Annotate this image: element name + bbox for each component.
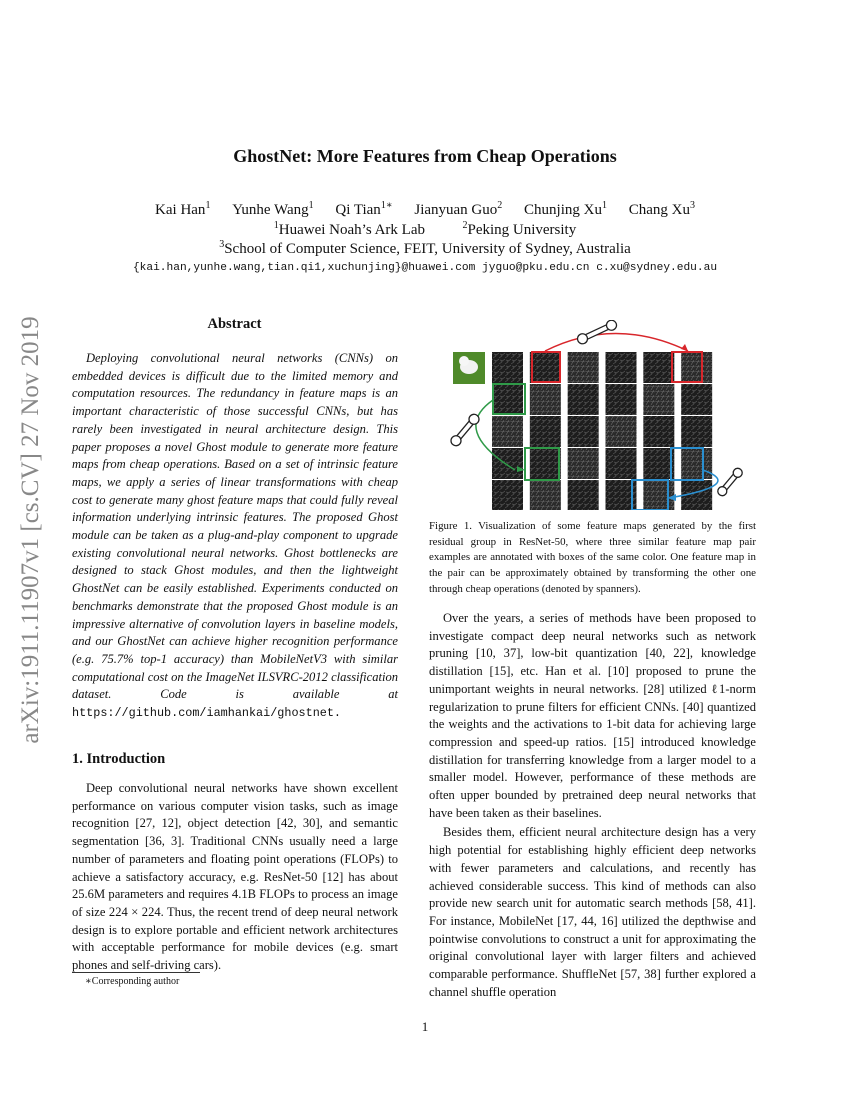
feature-map-cell bbox=[606, 416, 637, 447]
feature-map-cell bbox=[492, 352, 523, 383]
figure-1-caption: Figure 1. Visualization of some feature maps generated by the first residual group in ResNet-50, where three similar feature map pair examples are annotated with boxes of the same color. One feature map in the pair can be approximately obtained by transforming the other one through cheap operations (denoted by spanners). bbox=[429, 520, 756, 595]
author: Chunjing Xu$^1$ bbox=[524, 200, 607, 218]
feature-map-grid bbox=[445, 320, 745, 510]
intro-paragraph-3: Besides them, efficient neural architecture design has a very high potential for establishing highly efficient deep networks with fewer parameters and calculations, and recently has achieved considerable success. This kind of methods can also provide new search unit for automatic search methods [58, 41]. For instance, MobileNet [17, 44, 16] utilized the depthwise and pointwise convolutions to construct a unit for approximating the original convolutional layer with larger filters and achieved comparable performance. ShuffleNet [57, 38] further explored a channel shuffle operation bbox=[429, 825, 756, 999]
feature-map-cell bbox=[643, 480, 674, 510]
affiliation-line-1: $^1$Huawei Noah’s Ark Lab $^2$Peking University bbox=[273, 220, 577, 238]
code-url[interactable]: https://github.com/iamhankai/ghostnet. bbox=[72, 706, 342, 721]
feature-map-cell bbox=[492, 416, 523, 447]
affiliation-line-2: $^3$School of Computer Science, FEIT, University of Sydney, Australia bbox=[219, 239, 631, 257]
footnote: ∗Corresponding author bbox=[85, 976, 180, 987]
feature-map-cell bbox=[643, 416, 674, 447]
feature-map-cell bbox=[492, 448, 523, 479]
feature-map-cell bbox=[568, 448, 599, 479]
footnote-rule bbox=[72, 972, 200, 973]
author-list bbox=[0, 200, 850, 219]
feature-map-cell bbox=[530, 480, 561, 510]
paper-title: GhostNet: More Features from Cheap Operations bbox=[233, 146, 617, 166]
feature-map-cell bbox=[530, 384, 561, 415]
author: Chang Xu$^3$ bbox=[628, 200, 695, 218]
feature-map-cell bbox=[492, 384, 523, 415]
feature-map-cell bbox=[606, 384, 637, 415]
feature-map-cell bbox=[530, 448, 561, 479]
abstract-heading: Abstract bbox=[207, 316, 262, 332]
feature-map-cell bbox=[492, 480, 523, 510]
feature-map-cell bbox=[606, 448, 637, 479]
feature-map-cell bbox=[681, 416, 712, 447]
author: Jianyuan Guo$^2$ bbox=[414, 200, 503, 218]
feature-map-cell bbox=[568, 384, 599, 415]
feature-map-cell bbox=[568, 352, 599, 383]
feature-map-cell bbox=[681, 352, 712, 383]
feature-map-cell bbox=[643, 384, 674, 415]
feature-map-cell bbox=[568, 480, 599, 510]
feature-map-cell bbox=[568, 416, 599, 447]
intro-paragraph-2: Over the years, a series of methods have been proposed to investigate compact deep neural networks such as network pruning [10, 37], low-bit quantization [40, 22], knowledge distillation [15], etc. Han et al. [10] proposed to prune the unimportant weights in neural networks. [28] utilized ℓ1-norm regularization to prune filters for efficient CNNs. [40] quantized the weights and the activations to 1-bit data for achieving large compression and speed-up ratios. [15] introduced knowledge distillation for transferring knowledge from a larger model to a smaller model. However, performance of these methods are often upper bounded by pretrained deep neural networks that have been taken as their baselines. bbox=[429, 611, 756, 820]
feature-map-cell bbox=[530, 352, 561, 383]
spanner-icon bbox=[716, 466, 744, 497]
author-emails: {kai.han,yunhe.wang,tian.qi1,xuchunjing}@huawei.com jyguo@pku.edu.cn c.xu@sydney.edu.au bbox=[132, 262, 718, 274]
feature-map-cell bbox=[643, 352, 674, 383]
feature-map-cell bbox=[681, 448, 712, 479]
section-heading-introduction: 1. Introduction bbox=[72, 751, 166, 767]
intro-paragraph-1: Deep convolutional neural networks have shown excellent performance on various computer vision tasks, such as image recognition [27, 12], object detection [42, 30], and semantic segmentation [36, 3]. Traditional CNNs usually need a large number of parameters and floating point operations (FLOPs) to achieve a satisfactory accuracy, e.g. ResNet-50 [12] has about 25.6M parameters and requires 4.1B FLOPs to process an image of size 224 × 224. Thus, the recent trend of deep neural network design is to explore portable and efficient network architectures with acceptable performance for mobile devices (e.g. smart phones and self-driving cars). bbox=[72, 781, 398, 973]
feature-map-cell bbox=[681, 384, 712, 415]
abstract-text: Deploying convolutional neural networks (CNNs) on embedded devices is difficult due to the limited memory and computation resources. The redundancy in feature maps is an important characteristic of those successful CNNs, but has rarely been investigated in neural architecture design. This paper proposes a novel Ghost module to generate more feature maps from cheap operations. Based on a set of intrinsic feature maps, we apply a series of linear transformations with cheap cost to generate many ghost feature maps that could fully reveal information underlying intrinsic features. The proposed Ghost module can be taken as a plug-and-play component to upgrade existing convolutional neural networks. Ghost bottlenecks are designed to stack Ghost modules, and then the lightweight GhostNet can be easily established. Experiments conducted on benchmarks demonstrate that the proposed Ghost module is an impressive alternative of convolution layers in baseline models, and our GhostNet can achieve higher recognition performance (e.g. 75.7% top-1 accuracy) than MobileNetV3 with similar computational cost on the ImageNet ILSVRC-2012 classification dataset. Code is available at https://github.com/iamhankai/ghostnet. bbox=[72, 351, 398, 721]
author: Qi Tian$^{1∗}$ bbox=[335, 200, 393, 218]
arxiv-stamp: arXiv:1911.11907v1 [cs.CV] 27 Nov 2019 bbox=[17, 316, 44, 744]
feature-map-cell bbox=[530, 416, 561, 447]
red-arrow bbox=[545, 334, 688, 352]
spanner-icon bbox=[576, 320, 618, 345]
feature-map-cell bbox=[643, 448, 674, 479]
intro-right-column bbox=[429, 610, 756, 1001]
figure-1-feature-maps bbox=[445, 320, 745, 510]
feature-map-cell bbox=[606, 352, 637, 383]
page-number: 1 bbox=[421, 1019, 429, 1034]
author: Yunhe Wang$^1$ bbox=[232, 200, 314, 218]
author: Kai Han$^1$ bbox=[155, 200, 211, 218]
